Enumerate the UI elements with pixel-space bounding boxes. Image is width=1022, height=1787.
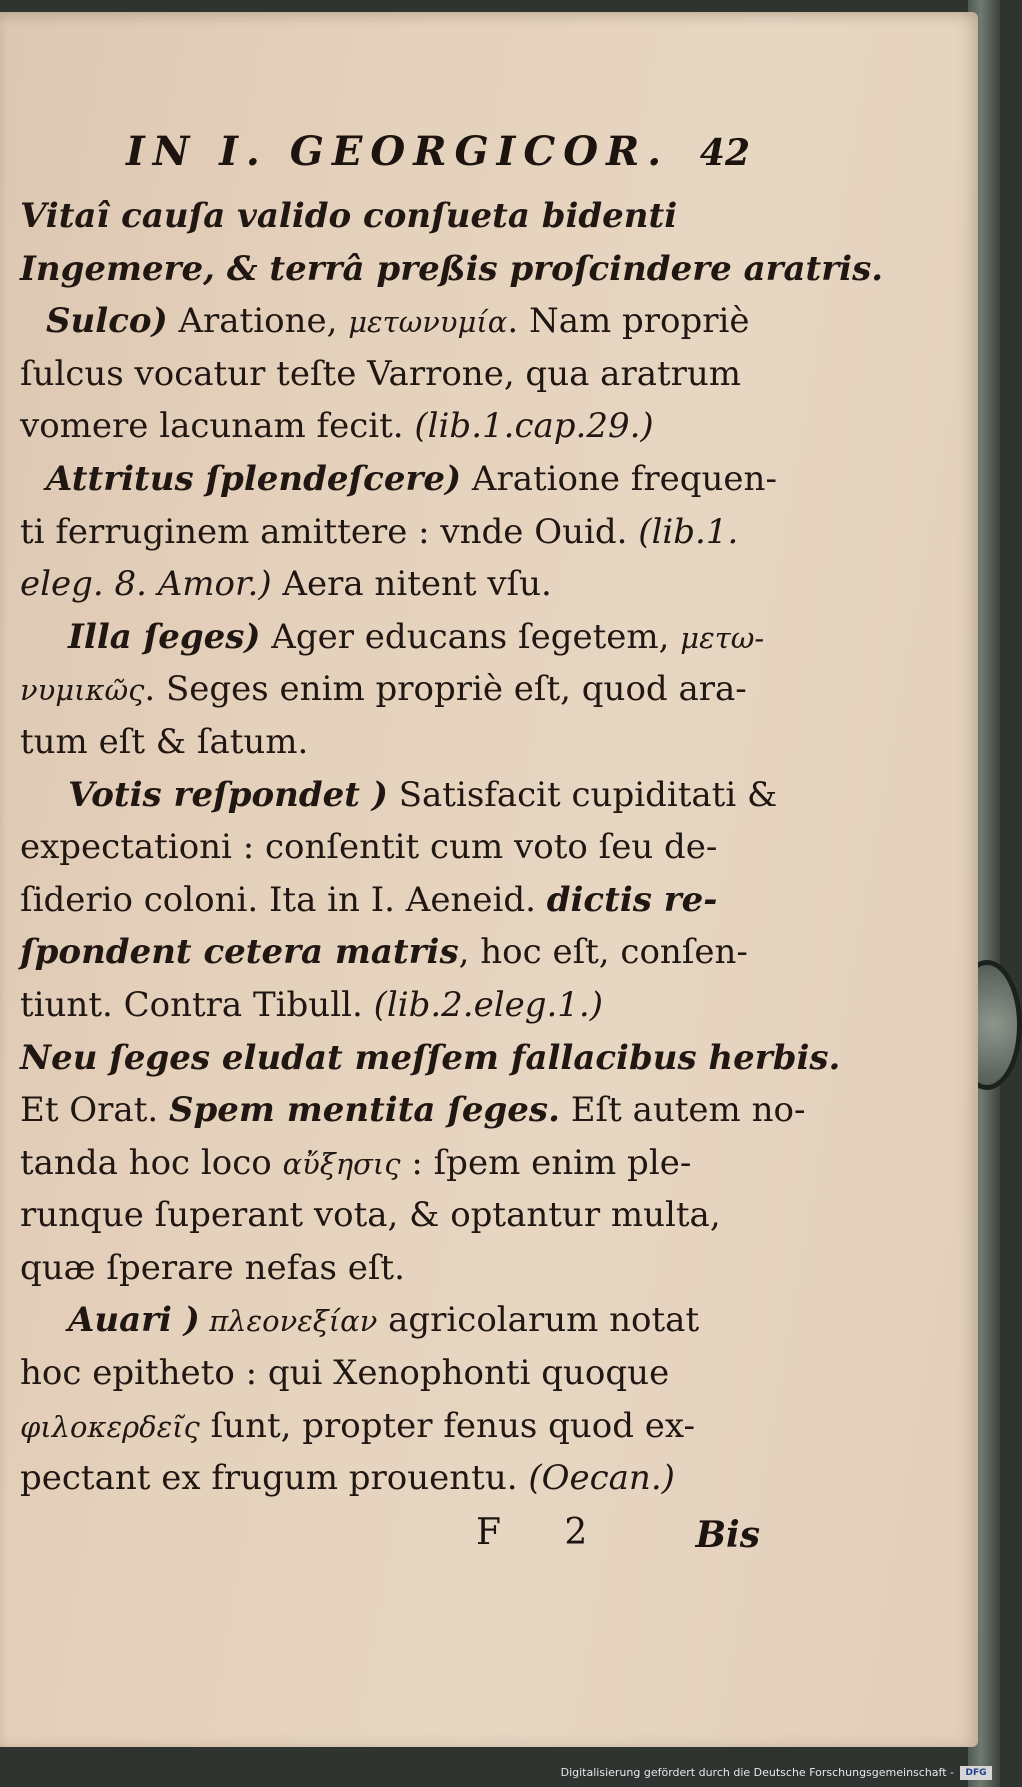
text-line (20, 400, 760, 453)
text-line: runque ſuperant vota, & optantur multa, (20, 1195, 721, 1236)
text-span: Votis reſpondet ) (68, 774, 388, 815)
text-line: hoc epitheto : qui Xenophonti quoque (20, 1353, 670, 1394)
text-span: . Seges enim propriè eſt, quod ara- (144, 669, 747, 710)
text-line: Vitaî cauſa valido conſueta bidenti (20, 196, 678, 236)
page-header (120, 128, 750, 178)
text-span: dictis re- (546, 879, 718, 920)
text-span: (Oecan.) (528, 1458, 675, 1499)
running-head: IN I. GEORGICOR. (126, 128, 670, 175)
text-span: νυμικῶς (20, 673, 145, 708)
text-line (20, 663, 760, 716)
text-span: , hoc eſt, conſen- (458, 932, 748, 973)
text-line (20, 295, 760, 348)
text-span: Sulco) (46, 301, 168, 342)
text-span: ſpondent cetera matris (20, 932, 459, 973)
text-span: Satisfacit cupiditati & (387, 774, 778, 815)
text-span: (lib.1.cap.29.) (414, 406, 654, 447)
digitization-credit: Digitalisierung gefördert durch die Deutsche Forschungsgemeinschaft - (560, 1766, 954, 1779)
text-span: ti ferruginem amittere : vnde Ouid. (20, 511, 639, 552)
text-line (20, 1084, 806, 1137)
text-span: μετω- (680, 620, 765, 655)
text-line: tum eſt & ſatum. (20, 721, 309, 762)
text-span: pectant ex frugum prouentu. (20, 1458, 529, 1499)
page-footer (20, 1512, 760, 1568)
body-text (20, 190, 884, 1505)
text-line: ſulcus vocatur teſte Varrone, qua aratrum (20, 353, 742, 394)
catchword: Bis (695, 1514, 760, 1556)
dfg-logo: DFG (960, 1766, 992, 1780)
text-line (20, 558, 760, 611)
text-span: tanda hoc loco (20, 1142, 283, 1183)
text-span: vomere lacunam fecit. (20, 406, 415, 447)
text-line (20, 1294, 760, 1347)
text-line (20, 926, 760, 979)
page-number: 42 (699, 132, 750, 174)
text-line: Ingemere, & terrâ preßis proſcindere aratris. (20, 248, 884, 289)
text-span: : ſpem enim ple- (400, 1142, 692, 1183)
text-span: eleg. 8. Amor.) (20, 564, 272, 605)
text-line (20, 979, 760, 1032)
text-line (20, 1137, 760, 1190)
text-line (20, 453, 777, 506)
text-span: Aera nitent vſu. (271, 564, 552, 605)
text-span: Aratione, (167, 301, 349, 342)
text-span: μετωνυμία (348, 305, 508, 340)
text-line: expectationi : conſentit cum voto ſeu de- (20, 827, 718, 868)
text-span: πλεονεξίαν (199, 1304, 378, 1339)
text-span: (lib.2.eleg.1.) (373, 984, 603, 1025)
text-line (20, 874, 760, 927)
text-span: agricolarum notat (377, 1300, 700, 1341)
text-span: φιλοκερδεῖς (20, 1409, 200, 1444)
text-line: Neu ſeges eludat meſſem fallacibus herbis. (20, 1037, 841, 1078)
text-span: Attritus ſplendeſcere) (46, 458, 462, 499)
text-span: Et Orat. (20, 1090, 169, 1131)
text-span: Ager educans ſegetem, (260, 616, 681, 657)
text-line: quæ ſperare nefas eſt. (20, 1247, 405, 1288)
text-span: αὔξησις (282, 1146, 401, 1181)
text-span: Auari ) (68, 1300, 200, 1341)
signature-mark: F 2 (476, 1512, 614, 1553)
text-span: Aratione frequen- (461, 458, 777, 499)
text-span: tiunt. Contra Tibull. (20, 984, 374, 1025)
text-span: Eſt autem no- (559, 1090, 806, 1131)
text-span: ſunt, propter fenus quod ex- (199, 1405, 695, 1446)
text-span: Spem mentita ſeges. (168, 1090, 560, 1131)
text-line (20, 611, 765, 664)
text-span: Illa ſeges) (68, 616, 261, 657)
text-line (20, 506, 760, 559)
text-line (20, 1452, 760, 1505)
text-span: (lib.1. (638, 511, 739, 552)
text-line (20, 1400, 760, 1453)
text-span: . Nam propriè (507, 301, 750, 342)
text-line (20, 769, 778, 822)
text-span: ſiderio coloni. Ita in I. Aeneid. (20, 879, 547, 920)
